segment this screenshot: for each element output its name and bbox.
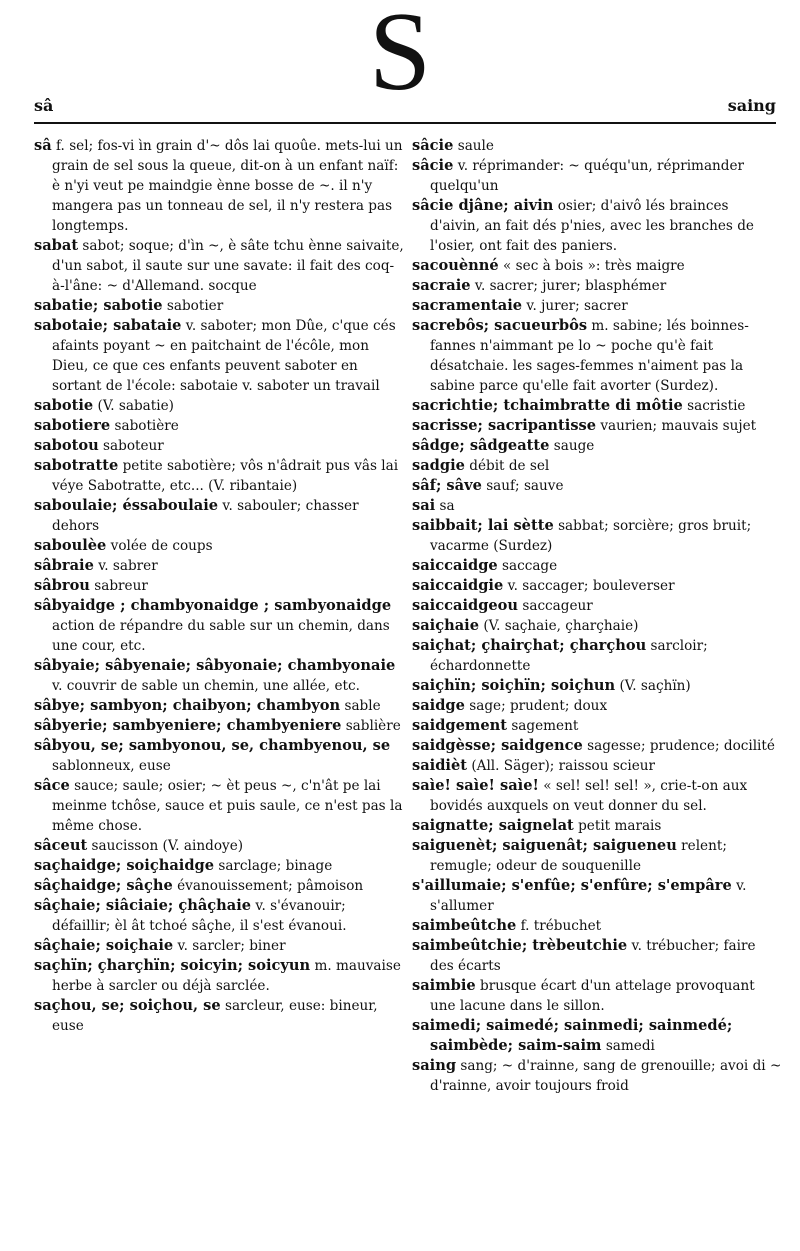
dictionary-entry	[34, 896, 404, 936]
dictionary-entry	[412, 836, 782, 876]
dictionary-entry	[412, 436, 782, 456]
definition: v. sacrer; jurer; blasphémer	[474, 278, 667, 294]
definition: v. jurer; sacrer	[526, 298, 628, 314]
definition: sabbat; sorcière; gros bruit; vacarme (Surdez)	[430, 518, 752, 554]
definition: sablonneux, euse	[52, 758, 171, 774]
definition: v. couvrir de sable un chemin, une allée, etc.	[52, 678, 360, 694]
headword: sabotou	[34, 437, 99, 454]
headword: sâçhaidge; sâçhe	[34, 877, 173, 894]
dictionary-entry	[34, 736, 404, 776]
dictionary-entry	[34, 496, 404, 536]
definition: v. sabouler; chasser dehors	[52, 498, 359, 534]
dictionary-entry	[412, 276, 782, 296]
headword: saimbeûtchie; trèbeutchie	[412, 937, 628, 954]
dictionary-entry	[412, 316, 782, 396]
dictionary-entry	[412, 756, 782, 776]
headword: sadgie	[412, 457, 465, 474]
definition: sablière	[345, 718, 401, 734]
definition: débit de sel	[469, 458, 550, 474]
dictionary-entry	[412, 556, 782, 576]
definition: sabotière	[114, 418, 179, 434]
guide-word-right: saing	[727, 96, 776, 115]
headword: saboulaie; éssaboulaie	[34, 497, 219, 514]
headword: sâbrou	[34, 577, 90, 594]
dictionary-entry	[34, 956, 404, 996]
dictionary-entry	[412, 616, 782, 636]
definition: sacristie	[687, 398, 746, 414]
headword: sâbyou, se; sambyonou, se, chambyenou, se	[34, 737, 391, 754]
definition: volée de coups	[110, 538, 213, 554]
definition: (V. saçhaie, çharçhaie)	[483, 618, 639, 634]
definition: v. saboter; mon Dûe, c'que cés afaints poyant ~ en paitchaint de l'écôle, mon Dieu, ce que ces enfants peuvent saboter en sortant de l'école: sabotaie v. saboter un travail	[52, 318, 396, 394]
dictionary-entry	[412, 516, 782, 556]
headword: sâf; sâve	[412, 477, 482, 494]
section-letter: S	[368, 0, 432, 114]
headword: saiccaidgie	[412, 577, 504, 594]
dictionary-entry	[34, 716, 404, 736]
dictionary-entry	[34, 536, 404, 556]
dictionary-entry	[412, 776, 782, 816]
dictionary-entry	[34, 776, 404, 836]
dictionary-entry	[412, 256, 782, 276]
headword: saçhaidge; soiçhaidge	[34, 857, 215, 874]
definition: « sec à bois »: très maigre	[503, 258, 685, 274]
dictionary-entry	[34, 596, 404, 656]
definition: osier; d'aivô lés brainces d'aivin, an fait dés p'nies, avec les branches de l'osier, ont fait des paniers.	[430, 198, 754, 254]
dictionary-entry	[34, 856, 404, 876]
definition: sabotier	[166, 298, 224, 314]
headword: saiccaidgeou	[412, 597, 519, 614]
left-column	[34, 136, 404, 1036]
headword: sâ	[34, 137, 52, 154]
headword: sabotie	[34, 397, 94, 414]
definition: v. trébucher; faire des écarts	[430, 938, 756, 974]
definition: action de répandre du sable sur un chemin, dans une cour, etc.	[52, 618, 390, 654]
dictionary-entry	[412, 736, 782, 756]
headword: saing	[412, 1057, 457, 1074]
headword: saidièt	[412, 757, 467, 774]
definition: sauce; saule; osier; ~ èt peus ~, c'n'ât pe lai meinme tchôse, sauce et puis saule, ce n'est pas la même chose.	[52, 778, 403, 834]
dictionary-entry	[34, 836, 404, 856]
headword: saimedi; saimedé; sainmedi; sainmedé; saimbède; saim-saim	[412, 1017, 733, 1054]
headword: saboulèe	[34, 537, 107, 554]
headword: saidgèsse; saidgence	[412, 737, 583, 754]
headword: sâbyerie; sambyeniere; chambyeniere	[34, 717, 342, 734]
dictionary-entry	[412, 816, 782, 836]
headword: sâçhaie; soiçhaie	[34, 937, 174, 954]
headword: saiçhïn; soiçhïn; soiçhun	[412, 677, 616, 694]
definition: sang; ~ d'rainne, sang de grenouille; avoi di ~ d'rainne, avoir toujours froid	[430, 1058, 782, 1094]
dictionary-entry	[412, 496, 782, 516]
definition: sa	[439, 498, 455, 514]
definition: m. mauvaise herbe à sarcler ou déjà sarclée.	[52, 958, 401, 994]
dictionary-entry	[34, 876, 404, 896]
headword: s'aillumaie; s'enfûe; s'enfûre; s'empâre	[412, 877, 732, 894]
dictionary-entry	[34, 396, 404, 416]
definition: v. sabrer	[98, 558, 158, 574]
dictionary-entry	[412, 976, 782, 1016]
definition: sauf; sauve	[486, 478, 564, 494]
headword: sâbyaidge ; chambyonaidge ; sambyonaidge	[34, 597, 392, 614]
definition: samedi	[605, 1038, 655, 1054]
dictionary-entry	[412, 576, 782, 596]
dictionary-entry	[412, 416, 782, 436]
headword: saçhou, se; soiçhou, se	[34, 997, 221, 1014]
headword: sâcie	[412, 137, 454, 154]
definition: petite sabotière; vôs n'âdrait pus vâs lai véye Sabotratte, etc... (V. ribantaie)	[52, 458, 399, 494]
headword: sacouènné	[412, 257, 499, 274]
definition: saule	[457, 138, 494, 154]
dictionary-entry	[412, 916, 782, 936]
headword: sai	[412, 497, 436, 514]
dictionary-entry	[34, 436, 404, 456]
definition: vaurien; mauvais sujet	[600, 418, 757, 434]
headword: sacrichtie; tchaimbratte di môtie	[412, 397, 683, 414]
headword: saìe! saìe! saìe!	[412, 777, 539, 794]
dictionary-entry	[34, 296, 404, 316]
definition: sagement	[511, 718, 579, 734]
dictionary-entry	[34, 236, 404, 296]
dictionary-entry	[412, 876, 782, 916]
headword: saiçhaie	[412, 617, 479, 634]
definition: m. sabine; lés boinnes-fannes n'aimmant pe lo ~ poche qu'è fait désatchaie. les sages-femmes n'aiment pas la sabine parce qu'elle fait avorter (Surdez).	[430, 318, 749, 394]
dictionary-entry	[34, 696, 404, 716]
headword: saignatte; saignelat	[412, 817, 574, 834]
headword: sabotiere	[34, 417, 111, 434]
definition: sagesse; prudence; docilité	[587, 738, 775, 754]
headword: sabat	[34, 237, 79, 254]
right-column	[412, 136, 782, 1096]
dictionary-entry	[412, 396, 782, 416]
running-head	[34, 96, 776, 120]
dictionary-entry	[412, 296, 782, 316]
dictionary-entry	[412, 936, 782, 976]
dictionary-entry	[412, 596, 782, 616]
definition: v. réprimander: ~ quéqu'un, réprimander quelqu'un	[430, 158, 745, 194]
headword: saiguenèt; saiguenât; saigueneu	[412, 837, 677, 854]
dictionary-entry	[412, 1056, 782, 1096]
headword: saidgement	[412, 717, 507, 734]
definition: sauge	[553, 438, 595, 454]
definition: saboteur	[103, 438, 164, 454]
dictionary-entry	[412, 716, 782, 736]
definition: sabot; soque; d'ìn ~, è sâte tchu ènne saivaite, d'un sabot, il saute sur une savate: il fait des coq-à-l'âne: ~ d'Allemand. socque	[52, 238, 404, 294]
headword: sâbraie	[34, 557, 94, 574]
headword: saiccaidge	[412, 557, 498, 574]
headword: sâcie djâne; aivin	[412, 197, 554, 214]
definition: v. s'évanouir; défaillir; èl ât tchoé sâçhe, il s'est évanoui.	[52, 898, 347, 934]
definition: sabreur	[94, 578, 148, 594]
dictionary-entry	[34, 936, 404, 956]
headword: sâdge; sâdgeatte	[412, 437, 550, 454]
headword: sâcie	[412, 157, 454, 174]
definition: sarclage; binage	[218, 858, 333, 874]
headword: saçhïn; çharçhïn; soicyin; soicyun	[34, 957, 311, 974]
definition: saccage	[502, 558, 558, 574]
definition: sable	[344, 698, 381, 714]
definition: relent; remugle; odeur de souquenille	[430, 838, 727, 874]
headword: saimbie	[412, 977, 476, 994]
definition: (V. sabatie)	[97, 398, 174, 414]
headword: sacraie	[412, 277, 471, 294]
definition: v. s'allumer	[430, 878, 747, 914]
definition: f. sel; fos-vi ìn grain d'~ dôs lai quoûe. mets-lui un grain de sel sous la queue, dit-on à un enfant naïf: è n'yi veut pe maindgie ènne bosse de ~. il n'y mangera pas un tonneau de sel, il n'y restera pas longtemps.	[52, 138, 403, 234]
dictionary-entry	[34, 416, 404, 436]
headword: saimbeûtche	[412, 917, 517, 934]
dictionary-entry	[34, 456, 404, 496]
headword: sacrisse; sacripantisse	[412, 417, 597, 434]
dictionary-entry	[412, 156, 782, 196]
dictionary-entry	[412, 676, 782, 696]
dictionary-entry	[412, 1016, 782, 1056]
headword: sacramentaie	[412, 297, 523, 314]
header-rule	[34, 122, 776, 124]
dictionary-entry	[412, 476, 782, 496]
headword: saibbait; lai sètte	[412, 517, 554, 534]
dictionary-entry	[34, 996, 404, 1036]
headword: sabotratte	[34, 457, 119, 474]
definition: (All. Säger); raissou scieur	[471, 758, 656, 774]
definition: petit marais	[578, 818, 662, 834]
dictionary-entry	[412, 636, 782, 676]
definition: brusque écart d'un attelage provoquant une lacune dans le sillon.	[430, 978, 755, 1014]
definition: (V. saçhïn)	[619, 678, 691, 694]
headword: sabotaie; sabataie	[34, 317, 182, 334]
definition: sage; prudent; doux	[469, 698, 608, 714]
headword: sacrebôs; sacueurbôs	[412, 317, 588, 334]
definition: saccageur	[522, 598, 593, 614]
headword: sabatie; sabotie	[34, 297, 163, 314]
dictionary-entry	[34, 576, 404, 596]
guide-word-left: sâ	[34, 96, 54, 115]
definition: « sel! sel! sel! », crie-t-on aux bovidés auxquels on veut donner du sel.	[430, 778, 748, 814]
definition: évanouissement; pâmoison	[177, 878, 364, 894]
dictionary-entry	[34, 656, 404, 696]
dictionary-entry	[412, 456, 782, 476]
dictionary-entry	[412, 696, 782, 716]
definition: v. saccager; bouleverser	[507, 578, 675, 594]
definition: f. trébuchet	[520, 918, 602, 934]
headword: sâbye; sambyon; chaibyon; chambyon	[34, 697, 341, 714]
dictionary-entry	[412, 196, 782, 256]
headword: sâbyaie; sâbyenaie; sâbyonaie; chambyonaie	[34, 657, 396, 674]
headword: sâceut	[34, 837, 88, 854]
dictionary-entry	[34, 316, 404, 396]
dictionary-entry	[34, 136, 404, 236]
dictionary-entry	[412, 136, 782, 156]
headword: saiçhat; çhairçhat; çharçhou	[412, 637, 647, 654]
definition: saucisson (V. aindoye)	[91, 838, 244, 854]
headword: saidge	[412, 697, 465, 714]
headword: sâce	[34, 777, 70, 794]
headword: sâçhaie; siâciaie; çhâçhaie	[34, 897, 252, 914]
dictionary-entry	[34, 556, 404, 576]
definition: sarcloir; échardonnette	[430, 638, 708, 674]
definition: sarcleur, euse: bineur, euse	[52, 998, 378, 1034]
definition: v. sarcler; biner	[177, 938, 286, 954]
